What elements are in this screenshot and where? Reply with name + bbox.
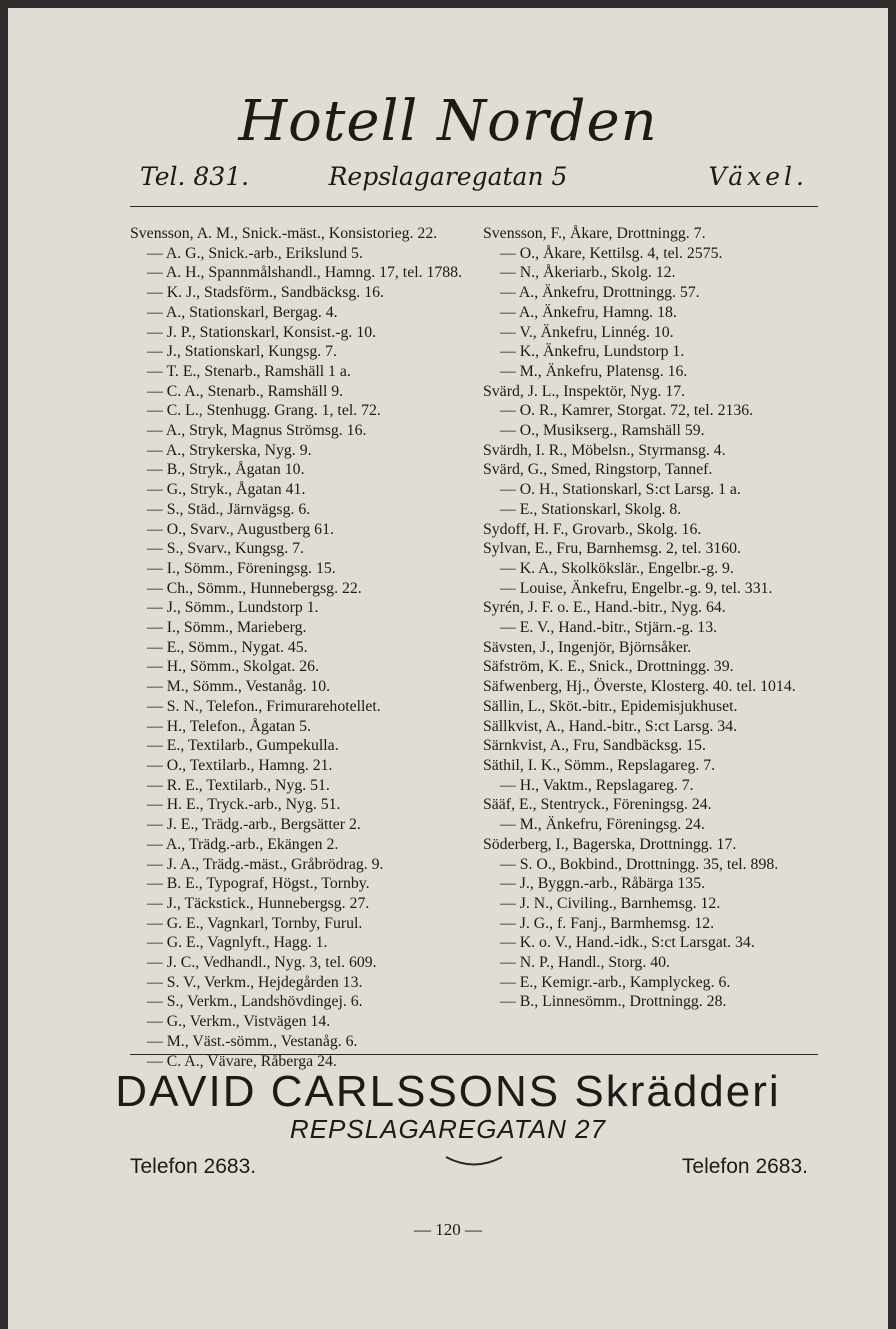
directory-entry: — K. o. V., Hand.-idk., S:ct Larsgat. 34.	[500, 934, 755, 952]
directory-entry: — I., Sömm., Föreningsg. 15.	[147, 559, 336, 577]
hotel-address: Repslagaregatan 5	[328, 162, 568, 191]
directory-entry: — J., Stationskarl, Kungsg. 7.	[147, 343, 338, 361]
directory-entry: — Louise, Änkefru, Engelbr.-g. 9, tel. 331.	[500, 579, 773, 597]
directory-entry: — B. E., Typograf, Högst., Tornby.	[147, 875, 370, 893]
directory-entry: — G., Stryk., Ågatan 41.	[147, 481, 306, 499]
directory-entry: — E., Stationskarl, Skolg. 8.	[500, 500, 682, 518]
directory-entry: — A., Änkefru, Hamng. 18.	[500, 303, 677, 321]
directory-entry: — N., Åkeriarb., Skolg. 12.	[500, 264, 676, 282]
directory-entry: — A., Stryk, Magnus Strömsg. 16.	[147, 422, 367, 440]
directory-entry: Syrén, J. F. o. E., Hand.-bitr., Nyg. 64.	[483, 599, 726, 617]
advert-phone-left: Telefon 2683.	[130, 1155, 257, 1178]
directory-entry: — H., Sömm., Skolgat. 26.	[147, 658, 320, 676]
directory-entry: — M., Änkefru, Platensg. 16.	[500, 362, 688, 380]
directory-entry: Svensson, F., Åkare, Drottningg. 7.	[483, 225, 706, 242]
directory-entry: — C. A., Vävare, Råberga 24.	[147, 1052, 337, 1070]
directory-entry: Säfwenberg, Hj., Överste, Klosterg. 40. tel. 1014.	[483, 678, 796, 696]
directory-entry: — O., Svarv., Augustberg 61.	[147, 520, 334, 538]
hotel-name: Hotell Norden	[238, 89, 658, 154]
directory-entry: Sääf, E., Stentryck., Föreningsg. 24.	[483, 796, 712, 814]
directory-entry: — B., Linnesömm., Drottningg. 28.	[500, 993, 727, 1011]
directory-entry: — A. H., Spannmålshandl., Hamng. 17, tel. 1788.	[147, 264, 463, 282]
directory-entry: Svärdh, I. R., Möbelsn., Styrmansg. 4.	[483, 441, 726, 459]
directory-entry: — K., Änkefru, Lundstorp 1.	[500, 343, 685, 361]
directory-page	[8, 8, 888, 1329]
directory-entry: Säfström, K. E., Snick., Drottningg. 39.	[483, 658, 734, 676]
directory-entry: — R. E., Textilarb., Nyg. 51.	[147, 776, 330, 794]
directory-entry: — A., Trädg.-arb., Ekängen 2.	[147, 835, 339, 853]
directory-entry: — J. P., Stationskarl, Konsist.-g. 10.	[147, 323, 377, 341]
directory-entry: — A., Strykerska, Nyg. 9.	[147, 441, 312, 459]
directory-entry: — A., Änkefru, Drottningg. 57.	[500, 284, 700, 302]
directory-entry: — C. A., Stenarb., Ramshäll 9.	[147, 382, 344, 400]
directory-entry: — S. O., Bokbind., Drottningg. 35, tel. 898.	[500, 855, 779, 873]
directory-entry: Svensson, A. M., Snick.-mäst., Konsistorieg. 22.	[130, 225, 438, 242]
advert-divider	[130, 1054, 818, 1055]
directory-entry: Sylvan, E., Fru, Barnhemsg. 2, tel. 3160.	[483, 540, 741, 558]
directory-entry: — K. J., Stadsförm., Sandbäcksg. 16.	[147, 284, 384, 302]
directory-entry: — A., Stationskarl, Bergag. 4.	[147, 303, 338, 321]
directory-entry: — E., Kemigr.-arb., Kamplyckeg. 6.	[500, 973, 731, 991]
directory-entry: — G. E., Vagnlyft., Hagg. 1.	[147, 934, 328, 952]
directory-entry: — I., Sömm., Marieberg.	[147, 619, 307, 637]
directory-entry: — Ch., Sömm., Hunnebergsg. 22.	[147, 579, 362, 597]
directory-entry: — M., Änkefru, Föreningsg. 24.	[500, 816, 705, 834]
directory-entry: — S., Svarv., Kungsg. 7.	[147, 540, 304, 558]
directory-entry: — B., Stryk., Ågatan 10.	[147, 461, 305, 479]
advert-phone-right: Telefon 2683.	[681, 1155, 808, 1178]
left-column	[130, 224, 490, 1071]
advert-title: DAVID CARLSSONS Skrädderi	[115, 1067, 781, 1116]
swash-ornament	[444, 1154, 504, 1168]
directory-entry: Sällkvist, A., Hand.-bitr., S:ct Larsg. 34.	[483, 717, 738, 735]
directory-entry: — M., Sömm., Vestanåg. 10.	[147, 678, 331, 696]
directory-entry: — E. V., Hand.-bitr., Stjärn.-g. 13.	[500, 619, 718, 637]
advert-street: REPSLAGAREGATAN 27	[289, 1114, 607, 1144]
directory-entry: — G., Verkm., Vistvägen 14.	[147, 1013, 331, 1031]
hotel-telephone: Tel. 831.	[140, 162, 250, 191]
directory-entry: Söderberg, I., Bagerska, Drottningg. 17.	[483, 835, 737, 853]
directory-entry: — E., Sömm., Nygat. 45.	[147, 638, 308, 656]
directory-entry: — M., Väst.-sömm., Vestanåg. 6.	[147, 1032, 358, 1050]
directory-entry: — H. E., Tryck.-arb., Nyg. 51.	[147, 796, 341, 814]
directory-entry: — G. E., Vagnkarl, Tornby, Furul.	[147, 914, 363, 932]
page-number: — 120 —	[414, 1220, 482, 1239]
directory-entry: — H., Vaktm., Repslagareg. 7.	[500, 776, 694, 794]
directory-entry: — N. P., Handl., Storg. 40.	[500, 954, 670, 972]
directory-entry: — O. R., Kamrer, Storgat. 72, tel. 2136.	[500, 402, 754, 420]
directory-entry: — A. G., Snick.-arb., Erikslund 5.	[147, 244, 363, 262]
directory-entry: Sydoff, H. F., Grovarb., Skolg. 16.	[483, 520, 702, 538]
directory-entry: — H., Telefon., Ågatan 5.	[147, 717, 311, 735]
directory-entry: — J. E., Trädg.-arb., Bergsätter 2.	[147, 816, 361, 834]
directory-entry: Sävsten, J., Ingenjör, Björnsåker.	[483, 638, 692, 656]
directory-entry: — S., Städ., Järnvägsg. 6.	[147, 500, 311, 518]
directory-entry: — S. N., Telefon., Frimurarehotellet.	[147, 697, 381, 715]
directory-entry: — C. L., Stenhugg. Grang. 1, tel. 72.	[147, 402, 381, 420]
directory-entry: — J., Täckstick., Hunnebergsg. 27.	[147, 894, 370, 912]
directory-entry: — J. C., Vedhandl., Nyg. 3, tel. 609.	[147, 954, 377, 972]
directory-entry: — J. G., f. Fanj., Barmhemsg. 12.	[500, 914, 715, 932]
directory-entry: — J. N., Civiling., Barnhemsg. 12.	[500, 894, 721, 912]
directory-entry: Säthil, I. K., Sömm., Repslagareg. 7.	[483, 756, 716, 774]
directory-entry: — V., Änkefru, Linnég. 10.	[500, 323, 674, 341]
directory-entry: — S., Verkm., Landshövdingej. 6.	[147, 993, 363, 1011]
directory-entry: Svärd, G., Smed, Ringstorp, Tannef.	[483, 461, 713, 479]
hotel-exchange: Växel.	[708, 162, 808, 191]
directory-entry: Särnkvist, A., Fru, Sandbäcksg. 15.	[483, 737, 706, 755]
directory-entry: — T. E., Stenarb., Ramshäll 1 a.	[147, 362, 351, 380]
directory-entry: Sällin, L., Sköt.-bitr., Epidemisjukhuset.	[483, 697, 738, 715]
right-column	[483, 224, 828, 1012]
directory-entry: — E., Textilarb., Gumpekulla.	[147, 737, 339, 755]
directory-entry: — O. H., Stationskarl, S:ct Larsg. 1 a.	[500, 481, 741, 499]
directory-entry: — J., Byggn.-arb., Råbärga 135.	[500, 875, 706, 893]
directory-entry: — S. V., Verkm., Hejdegården 13.	[147, 973, 363, 991]
directory-entry: — O., Musikserg., Ramshäll 59.	[500, 422, 705, 440]
directory-entry: — J. A., Trädg.-mäst., Gråbrödrag. 9.	[147, 855, 384, 873]
directory-entry: — O., Åkare, Kettilsg. 4, tel. 2575.	[500, 244, 723, 262]
directory-entry: — O., Textilarb., Hamng. 21.	[147, 756, 333, 774]
directory-entry: — J., Sömm., Lundstorp 1.	[147, 599, 319, 617]
directory-entry: Svärd, J. L., Inspektör, Nyg. 17.	[483, 382, 686, 400]
top-divider	[130, 206, 818, 207]
directory-entry: — K. A., Skolkökslär., Engelbr.-g. 9.	[500, 559, 734, 577]
